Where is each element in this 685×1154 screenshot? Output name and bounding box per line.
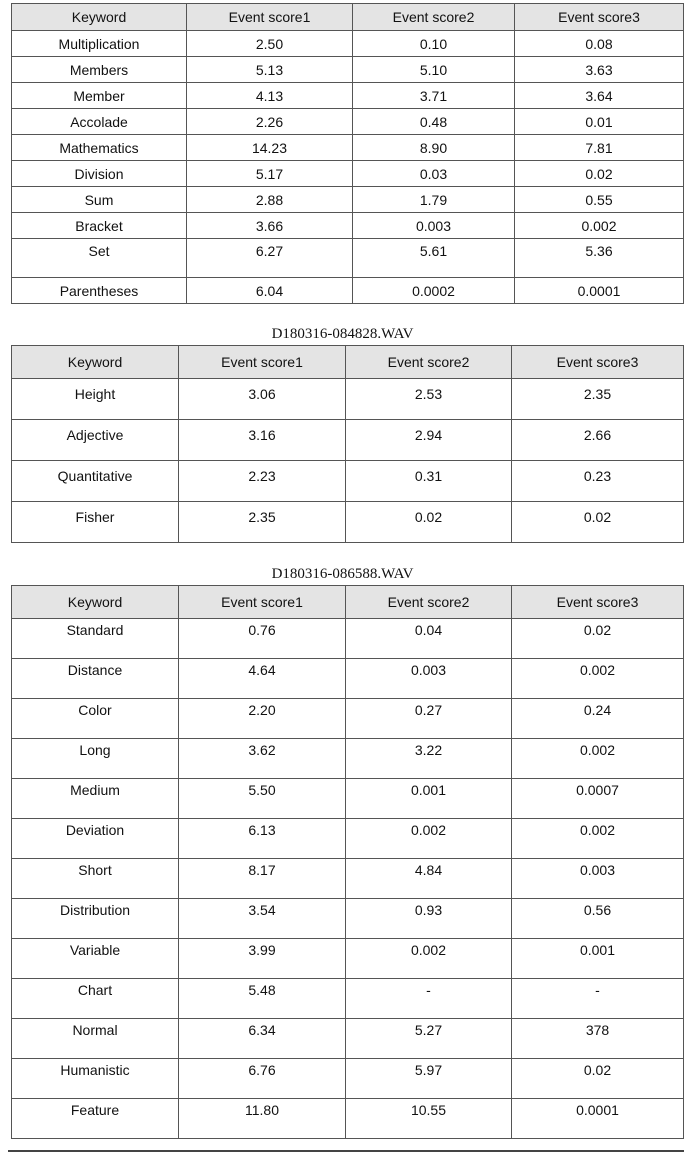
score1-cell: 5.13 xyxy=(187,57,353,83)
table-row xyxy=(12,819,684,859)
score1-cell: 2.50 xyxy=(187,31,353,57)
table-header-row xyxy=(12,346,684,379)
table-row xyxy=(12,213,684,239)
score1-cell: 2.88 xyxy=(187,187,353,213)
keyword-cell: Members xyxy=(12,57,187,83)
header-event-score3: Event score3 xyxy=(515,4,684,31)
header-event-score1: Event score1 xyxy=(179,346,346,379)
keyword-cell: Height xyxy=(12,379,179,420)
score3-cell: 3.64 xyxy=(515,83,684,109)
score3-cell: 0.0001 xyxy=(515,278,684,304)
keyword-score-table-3 xyxy=(11,585,684,1139)
table-row xyxy=(12,739,684,779)
score2-cell: 0.002 xyxy=(346,819,512,859)
table-row xyxy=(12,1019,684,1059)
table-row xyxy=(12,779,684,819)
keyword-cell: Mathematics xyxy=(12,135,187,161)
table-row xyxy=(12,31,684,57)
score2-cell: 0.001 xyxy=(346,779,512,819)
keyword-cell: Multiplication xyxy=(12,31,187,57)
score1-cell: 6.27 xyxy=(187,239,353,278)
table-row xyxy=(12,379,684,420)
table-row xyxy=(12,979,684,1019)
table-header-row xyxy=(12,586,684,619)
header-event-score2: Event score2 xyxy=(346,346,512,379)
table-row xyxy=(12,83,684,109)
score3-cell: 0.0001 xyxy=(512,1099,684,1139)
header-keyword: Keyword xyxy=(12,586,179,619)
score2-cell: 0.03 xyxy=(353,161,515,187)
table-row xyxy=(12,57,684,83)
keyword-cell: Fisher xyxy=(12,502,179,543)
score2-cell: - xyxy=(346,979,512,1019)
score1-cell: 5.48 xyxy=(179,979,346,1019)
table-row xyxy=(12,899,684,939)
score3-cell: 2.66 xyxy=(512,420,684,461)
score1-cell: 6.76 xyxy=(179,1059,346,1099)
table-row xyxy=(12,939,684,979)
score3-cell: 3.63 xyxy=(515,57,684,83)
score1-cell: 8.17 xyxy=(179,859,346,899)
table-row xyxy=(12,239,684,278)
score3-cell: 0.02 xyxy=(512,1059,684,1099)
header-event-score2: Event score2 xyxy=(353,4,515,31)
keyword-cell: Sum xyxy=(12,187,187,213)
score2-cell: 0.10 xyxy=(353,31,515,57)
table-row xyxy=(12,420,684,461)
keyword-cell: Normal xyxy=(12,1019,179,1059)
score2-cell: 5.97 xyxy=(346,1059,512,1099)
score1-cell: 3.06 xyxy=(179,379,346,420)
header-event-score2: Event score2 xyxy=(346,586,512,619)
score1-cell: 6.04 xyxy=(187,278,353,304)
score3-cell: 0.003 xyxy=(512,859,684,899)
score2-cell: 0.04 xyxy=(346,619,512,659)
score1-cell: 3.16 xyxy=(179,420,346,461)
keyword-cell: Member xyxy=(12,83,187,109)
keyword-cell: Division xyxy=(12,161,187,187)
score2-cell: 3.22 xyxy=(346,739,512,779)
table-row xyxy=(12,461,684,502)
keyword-cell: Short xyxy=(12,859,179,899)
score1-cell: 2.26 xyxy=(187,109,353,135)
score3-cell: 0.02 xyxy=(512,619,684,659)
keyword-cell: Adjective xyxy=(12,420,179,461)
score3-cell: 0.02 xyxy=(512,502,684,543)
table-row xyxy=(12,135,684,161)
score2-cell: 2.53 xyxy=(346,379,512,420)
score2-cell: 2.94 xyxy=(346,420,512,461)
keyword-cell: Deviation xyxy=(12,819,179,859)
score2-cell: 0.93 xyxy=(346,899,512,939)
score1-cell: 3.99 xyxy=(179,939,346,979)
score2-cell: 0.48 xyxy=(353,109,515,135)
keyword-cell: Set xyxy=(12,239,187,278)
score3-cell: 0.24 xyxy=(512,699,684,739)
score2-cell: 0.31 xyxy=(346,461,512,502)
score1-cell: 14.23 xyxy=(187,135,353,161)
table-2-caption: D180316-084828.WAV xyxy=(271,326,414,342)
score1-cell: 0.76 xyxy=(179,619,346,659)
table-row xyxy=(12,502,684,543)
keyword-cell: Chart xyxy=(12,979,179,1019)
header-event-score1: Event score1 xyxy=(187,4,353,31)
score3-cell: 0.0007 xyxy=(512,779,684,819)
score3-cell: 0.02 xyxy=(515,161,684,187)
score3-cell: 2.35 xyxy=(512,379,684,420)
score3-cell: 378 xyxy=(512,1019,684,1059)
keyword-cell: Standard xyxy=(12,619,179,659)
keyword-cell: Humanistic xyxy=(12,1059,179,1099)
score2-cell: 0.002 xyxy=(346,939,512,979)
score1-cell: 11.80 xyxy=(179,1099,346,1139)
score3-cell: 0.002 xyxy=(512,659,684,699)
score1-cell: 6.13 xyxy=(179,819,346,859)
score3-cell: 0.08 xyxy=(515,31,684,57)
score2-cell: 0.0002 xyxy=(353,278,515,304)
table-row xyxy=(12,1099,684,1139)
score2-cell: 10.55 xyxy=(346,1099,512,1139)
score2-cell: 0.02 xyxy=(346,502,512,543)
keyword-score-table-2 xyxy=(11,345,684,543)
table-row xyxy=(12,699,684,739)
table-row xyxy=(12,859,684,899)
table-row xyxy=(12,619,684,659)
score1-cell: 4.64 xyxy=(179,659,346,699)
score3-cell: 7.81 xyxy=(515,135,684,161)
score1-cell: 2.35 xyxy=(179,502,346,543)
score2-cell: 3.71 xyxy=(353,83,515,109)
table-row xyxy=(12,278,684,304)
score1-cell: 3.62 xyxy=(179,739,346,779)
table-row xyxy=(12,1059,684,1099)
header-event-score3: Event score3 xyxy=(512,586,684,619)
keyword-cell: Feature xyxy=(12,1099,179,1139)
keyword-cell: Bracket xyxy=(12,213,187,239)
keyword-cell: Distribution xyxy=(12,899,179,939)
table-3-caption: D180316-086588.WAV xyxy=(271,566,414,582)
score3-cell: 0.002 xyxy=(512,739,684,779)
header-keyword: Keyword xyxy=(12,4,187,31)
keyword-cell: Color xyxy=(12,699,179,739)
table-row xyxy=(12,659,684,699)
header-event-score3: Event score3 xyxy=(512,346,684,379)
score3-cell: 0.002 xyxy=(512,819,684,859)
table-row xyxy=(12,109,684,135)
header-keyword: Keyword xyxy=(12,346,179,379)
bottom-rule-divider xyxy=(8,1150,684,1152)
score1-cell: 5.17 xyxy=(187,161,353,187)
score3-cell: 0.001 xyxy=(512,939,684,979)
table-row xyxy=(12,187,684,213)
score1-cell: 3.54 xyxy=(179,899,346,939)
score1-cell: 6.34 xyxy=(179,1019,346,1059)
score2-cell: 5.61 xyxy=(353,239,515,278)
score3-cell: 0.01 xyxy=(515,109,684,135)
score2-cell: 0.27 xyxy=(346,699,512,739)
score2-cell: 5.10 xyxy=(353,57,515,83)
table-header-row xyxy=(12,4,684,31)
score2-cell: 8.90 xyxy=(353,135,515,161)
score3-cell: 0.56 xyxy=(512,899,684,939)
score1-cell: 4.13 xyxy=(187,83,353,109)
keyword-cell: Accolade xyxy=(12,109,187,135)
score2-cell: 0.003 xyxy=(346,659,512,699)
keyword-cell: Distance xyxy=(12,659,179,699)
score3-cell: 5.36 xyxy=(515,239,684,278)
score1-cell: 2.23 xyxy=(179,461,346,502)
keyword-cell: Variable xyxy=(12,939,179,979)
score3-cell: 0.002 xyxy=(515,213,684,239)
table-row xyxy=(12,161,684,187)
score2-cell: 1.79 xyxy=(353,187,515,213)
score1-cell: 5.50 xyxy=(179,779,346,819)
keyword-score-table-1 xyxy=(11,3,684,304)
keyword-cell: Long xyxy=(12,739,179,779)
keyword-cell: Quantitative xyxy=(12,461,179,502)
score1-cell: 3.66 xyxy=(187,213,353,239)
header-event-score1: Event score1 xyxy=(179,586,346,619)
score2-cell: 0.003 xyxy=(353,213,515,239)
keyword-cell: Medium xyxy=(12,779,179,819)
keyword-cell: Parentheses xyxy=(12,278,187,304)
score2-cell: 5.27 xyxy=(346,1019,512,1059)
score3-cell: - xyxy=(512,979,684,1019)
score2-cell: 4.84 xyxy=(346,859,512,899)
score3-cell: 0.23 xyxy=(512,461,684,502)
score1-cell: 2.20 xyxy=(179,699,346,739)
score3-cell: 0.55 xyxy=(515,187,684,213)
